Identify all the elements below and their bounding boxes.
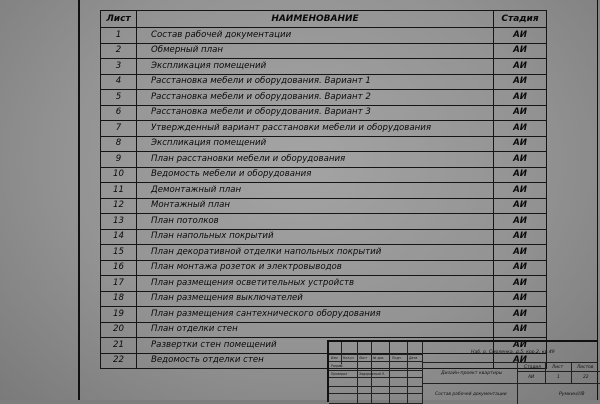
table-row	[101, 245, 547, 261]
doc-title: Состав рабочей документации	[435, 392, 507, 397]
sheet-number: 12	[101, 198, 137, 214]
address: Наб. р. Смоленка, д.5, кор.2, кв.49	[471, 350, 555, 355]
table-row	[101, 43, 547, 59]
checked-label: Проверил	[331, 372, 348, 376]
sheet-number: 14	[101, 229, 137, 245]
sheet-name: План размещения сантехнического оборудования	[137, 307, 494, 323]
header-name: НАИМЕНОВАНИЕ	[137, 11, 494, 28]
table-row	[101, 183, 547, 199]
col-data: Дата	[409, 356, 418, 360]
sheet-name: План напольных покрытий	[137, 229, 494, 245]
stage-divider	[518, 371, 600, 372]
col-izm: Изм	[331, 356, 338, 360]
sheet-name: План размещения выключателей	[137, 291, 494, 307]
sheet-name: Ведомость отделки стен	[137, 353, 494, 369]
header-stage: Стадия	[494, 11, 547, 28]
sheet-stage: АИ	[494, 245, 547, 261]
sheet-stage: АИ	[494, 276, 547, 292]
sheet-name: План размещения осветительных устройств	[137, 276, 494, 292]
sheet-number: 16	[101, 260, 137, 276]
sheet-stage: АИ	[494, 167, 547, 183]
sheet-name: Обмерный план	[137, 43, 494, 59]
stage-value: АИ	[528, 375, 535, 380]
table-row	[101, 74, 547, 90]
table-row	[101, 28, 547, 44]
sheet-number: 11	[101, 183, 137, 199]
sheet-value: 1	[557, 375, 560, 380]
sheet-number: 3	[101, 59, 137, 75]
sheets-label: Листов	[577, 365, 594, 370]
sheet-number: 17	[101, 276, 137, 292]
sheet-name: Развертки стен помещений	[137, 338, 494, 354]
sheet-name: Расстановка мебели и оборудования. Вариант 3	[137, 105, 494, 121]
sheet-label: Лист	[552, 365, 564, 370]
sheet-name: Утвержденный вариант расстановки мебели и оборудования	[137, 121, 494, 137]
sheet-list-table	[100, 10, 547, 369]
sheet-number: 1	[101, 28, 137, 44]
sheet-number: 20	[101, 322, 137, 338]
table-row	[101, 307, 547, 323]
sheet-stage: АИ	[494, 152, 547, 168]
sheet-stage: АИ	[494, 229, 547, 245]
table-row	[101, 121, 547, 137]
revision-row	[329, 386, 423, 394]
revision-divider	[407, 342, 408, 404]
header-sheet: Лист	[101, 11, 137, 28]
sheet-number: 21	[101, 338, 137, 354]
sheet-stage: АИ	[494, 59, 547, 75]
sheet-stage: АИ	[494, 183, 547, 199]
sheet-name: План потолков	[137, 214, 494, 230]
stage-label: Стадия	[524, 365, 541, 370]
checked-name: Задорожный Л.	[359, 372, 386, 376]
col-list: Лист	[359, 356, 368, 360]
sheet-number: 15	[101, 245, 137, 261]
sheet-stage: АИ	[494, 338, 547, 354]
table-row	[101, 229, 547, 245]
sheet-number: 22	[101, 353, 137, 369]
table-row	[101, 167, 547, 183]
title-block	[327, 340, 598, 402]
sheet-number: 18	[101, 291, 137, 307]
sheet-name: Ведомость мебели и оборудования	[137, 167, 494, 183]
sheets-value: 22	[583, 375, 589, 380]
table-header-row	[101, 11, 547, 28]
sheet-number: 13	[101, 214, 137, 230]
sheet-stage: АИ	[494, 90, 547, 106]
sheet-name: Состав рабочей документации	[137, 28, 494, 44]
table-row	[101, 152, 547, 168]
table-row	[101, 214, 547, 230]
sheet-number: 2	[101, 43, 137, 59]
table-row	[101, 322, 547, 338]
table-row	[101, 276, 547, 292]
developed-label: Разраб.	[331, 364, 344, 368]
table-row	[101, 260, 547, 276]
sheet-stage: АИ	[494, 74, 547, 90]
revision-divider	[357, 342, 358, 404]
col-ndoc: № док.	[373, 356, 385, 360]
table-row	[101, 105, 547, 121]
sheet-name: План расстановки мебели и оборудования	[137, 152, 494, 168]
sheet-name: План монтажа розеток и электровыводов	[137, 260, 494, 276]
sheet-stage: АИ	[494, 322, 547, 338]
sheet-name: Расстановка мебели и оборудования. Вариант 2	[137, 90, 494, 106]
sheet-name: Монтажный план	[137, 198, 494, 214]
sheet-name: План отделки стен	[137, 322, 494, 338]
col-kol: Кол.уч	[343, 356, 355, 360]
sheet-stage: АИ	[494, 353, 547, 369]
table-row	[101, 59, 547, 75]
table-row	[101, 136, 547, 152]
table-row	[101, 291, 547, 307]
project-name: Дизайн-проект квартиры	[441, 371, 503, 376]
sheet-name: Расстановка мебели и оборудования. Вариант 1	[137, 74, 494, 90]
sheet-name: Экспликация помещений	[137, 59, 494, 75]
sheet-number: 10	[101, 167, 137, 183]
company-name: Румкин///В	[559, 392, 585, 397]
col-podp: Подп.	[392, 356, 402, 360]
sheet-stage: АИ	[494, 198, 547, 214]
sheet-stage: АИ	[494, 214, 547, 230]
sheet-stage: АИ	[494, 28, 547, 44]
sheet-stage: АИ	[494, 136, 547, 152]
sheet-number: 8	[101, 136, 137, 152]
sheet-stage: АИ	[494, 291, 547, 307]
sheet-number: 4	[101, 74, 137, 90]
sheet-number: 9	[101, 152, 137, 168]
sheet-stage: АИ	[494, 121, 547, 137]
sheet-number: 7	[101, 121, 137, 137]
sheet-name: План декоративной отделки напольных покрытий	[137, 245, 494, 261]
sheet-stage: АИ	[494, 307, 547, 323]
table-row	[101, 198, 547, 214]
revision-divider	[389, 342, 390, 404]
sheet-stage: АИ	[494, 260, 547, 276]
sheet-name: Демонтажный план	[137, 183, 494, 199]
sheet-number: 19	[101, 307, 137, 323]
table-row	[101, 90, 547, 106]
sheet-stage: АИ	[494, 43, 547, 59]
revision-divider	[341, 342, 342, 364]
sheet-number: 5	[101, 90, 137, 106]
sheet-stage: АИ	[494, 105, 547, 121]
sheet-name: Экспликация помещений	[137, 136, 494, 152]
sheet-number: 6	[101, 105, 137, 121]
